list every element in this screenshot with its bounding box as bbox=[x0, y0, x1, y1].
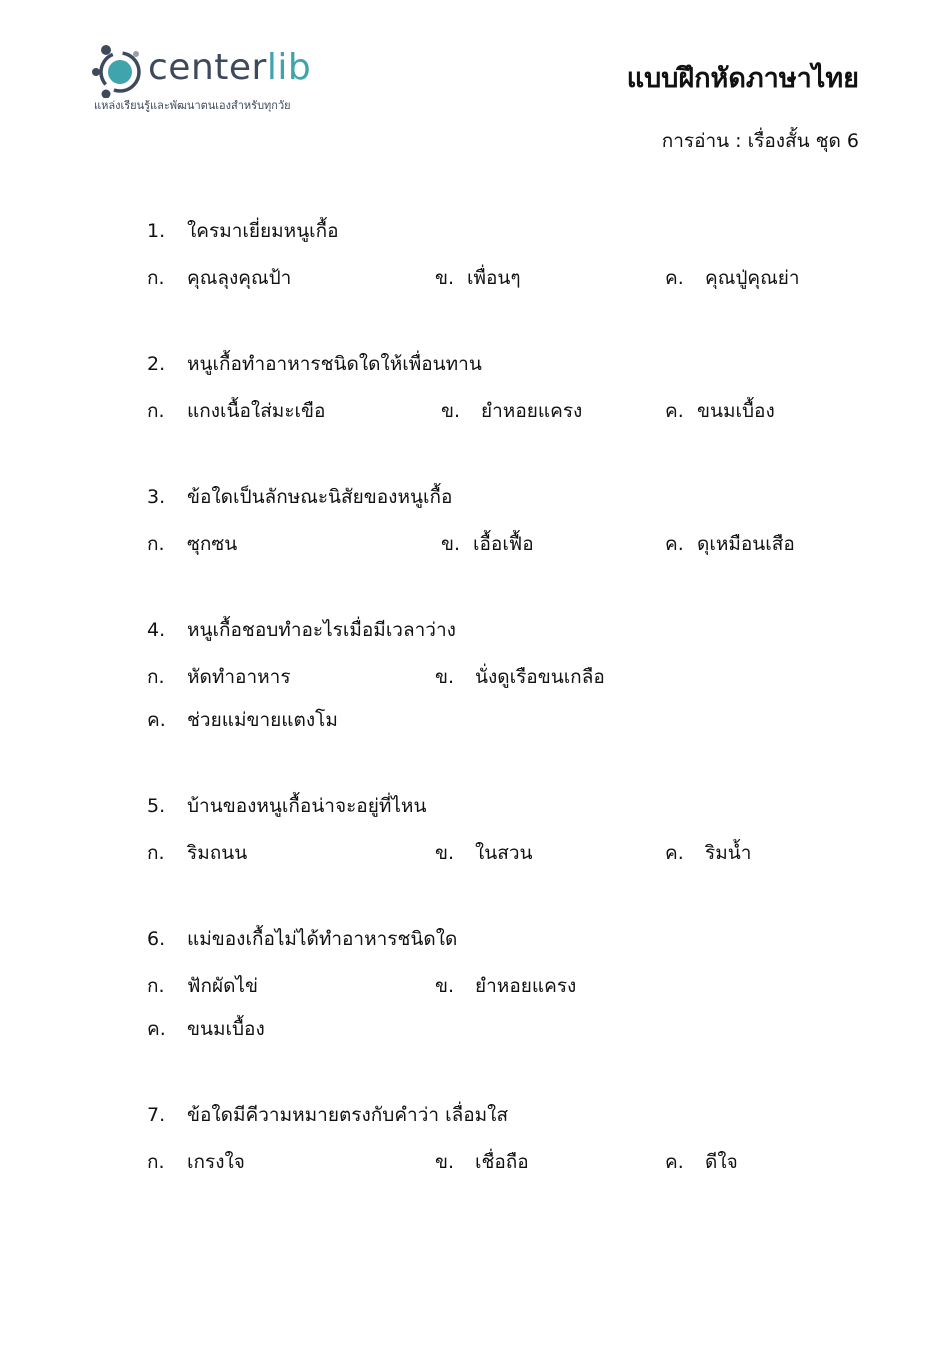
option-letter: ข. bbox=[441, 533, 461, 555]
option-letter: ค. bbox=[665, 533, 684, 555]
option-c bbox=[147, 1012, 265, 1046]
option-b bbox=[435, 969, 576, 1003]
option-c bbox=[665, 836, 751, 870]
question-text-line bbox=[147, 214, 339, 248]
option-text: ในสวน bbox=[475, 842, 533, 864]
option-letter: ก. bbox=[147, 533, 165, 555]
option-a bbox=[147, 261, 291, 295]
option-letter: ข. bbox=[435, 666, 455, 688]
brand-name bbox=[148, 46, 311, 90]
option-b bbox=[441, 527, 534, 561]
option-b bbox=[435, 660, 605, 694]
option-a bbox=[147, 1145, 245, 1179]
option-letter: ค. bbox=[665, 267, 684, 289]
option-text: ยำหอยแครง bbox=[481, 400, 583, 422]
option-c bbox=[665, 1145, 738, 1179]
option-letter: ก. bbox=[147, 975, 165, 997]
option-text: ขนมเบื้อง bbox=[697, 400, 775, 422]
brand-name-part2: lib bbox=[266, 47, 312, 88]
option-letter: ค. bbox=[665, 1151, 684, 1173]
question-text: ข้อใดมีคีวามหมายตรงกับคำว่า เลื่อมใส bbox=[187, 1104, 509, 1126]
option-letter: ข. bbox=[435, 975, 455, 997]
option-letter: ก. bbox=[147, 1151, 165, 1173]
option-text: คุณปู่คุณย่า bbox=[705, 267, 800, 289]
option-text: ฟักผัดไข่ bbox=[187, 975, 258, 997]
question-number: 1. bbox=[147, 220, 166, 242]
option-letter: ค. bbox=[665, 842, 684, 864]
question-text: ข้อใดเป็นลักษณะนิสัยของหนูเกื้อ bbox=[187, 486, 453, 508]
question-number: 6. bbox=[147, 928, 166, 950]
question-text-line bbox=[147, 480, 452, 514]
option-b bbox=[441, 394, 582, 428]
option-letter: ข. bbox=[435, 842, 455, 864]
question-number: 3. bbox=[147, 486, 166, 508]
molecule-dots-icon bbox=[92, 42, 148, 98]
option-c bbox=[665, 394, 775, 428]
page-subtitle: การอ่าน : เรื่องสั้น ชุด 6 bbox=[661, 130, 859, 152]
option-b bbox=[435, 836, 533, 870]
option-text: เชื่อถือ bbox=[475, 1151, 529, 1173]
question-number: 2. bbox=[147, 353, 166, 375]
option-text: ดีใจ bbox=[705, 1151, 738, 1173]
option-text: ดุเหมือนเสือ bbox=[697, 533, 795, 555]
question-text: หนูเกื้อชอบทำอะไรเมื่อมีเวลาว่าง bbox=[187, 619, 456, 641]
option-text: เอื้อเฟื้อ bbox=[473, 533, 534, 555]
question-text-line bbox=[147, 789, 426, 823]
page-title: แบบฝึกหัดภาษาไทย bbox=[626, 63, 859, 94]
option-text: เพื่อนๆ bbox=[467, 267, 521, 289]
question-text: หนูเกื้อทำอาหารชนิดใดให้เพื่อนทาน bbox=[187, 353, 482, 375]
option-text: ยำหอยแครง bbox=[475, 975, 577, 997]
question-number: 4. bbox=[147, 619, 166, 641]
question-text-line bbox=[147, 613, 456, 647]
option-letter: ค. bbox=[665, 400, 684, 422]
option-text: หัดทำอาหาร bbox=[187, 666, 291, 688]
centerlib-logo bbox=[92, 40, 342, 120]
question-number: 7. bbox=[147, 1104, 166, 1126]
option-a bbox=[147, 836, 247, 870]
option-text: แกงเนื้อใส่มะเขือ bbox=[187, 400, 326, 422]
question-text-line bbox=[147, 347, 482, 381]
question-text-line bbox=[147, 1098, 508, 1132]
option-b bbox=[435, 261, 521, 295]
question-text-line bbox=[147, 922, 457, 956]
option-letter: ข. bbox=[441, 400, 461, 422]
option-a bbox=[147, 394, 325, 428]
option-letter: ข. bbox=[435, 267, 455, 289]
option-letter: ข. bbox=[435, 1151, 455, 1173]
option-a bbox=[147, 527, 237, 561]
option-letter: ก. bbox=[147, 666, 165, 688]
brand-tagline: แหล่งเรียนรู้และพัฒนาตนเองสำหรับทุกวัย bbox=[94, 99, 291, 112]
option-letter: ก. bbox=[147, 267, 165, 289]
brand-name-part1: center bbox=[148, 47, 267, 88]
question-text: แม่ของเกื้อไม่ได้ทำอาหารชนิดใด bbox=[187, 928, 458, 950]
option-b bbox=[435, 1145, 529, 1179]
option-text: ซุกซน bbox=[187, 533, 238, 555]
option-text: คุณลุงคุณป้า bbox=[187, 267, 292, 289]
question-number: 5. bbox=[147, 795, 166, 817]
option-c bbox=[665, 527, 795, 561]
option-c bbox=[147, 703, 338, 737]
option-text: นั่งดูเรือขนเกลือ bbox=[475, 666, 605, 688]
option-letter: ค. bbox=[147, 1018, 166, 1040]
question-text: ใครมาเยี่ยมหนูเกื้อ bbox=[187, 220, 339, 242]
option-c bbox=[665, 261, 800, 295]
option-text: ช่วยแม่ขายแตงโม bbox=[187, 709, 338, 731]
option-letter: ก. bbox=[147, 842, 165, 864]
option-a bbox=[147, 969, 258, 1003]
option-text: ริมน้ำ bbox=[705, 842, 752, 864]
option-letter: ก. bbox=[147, 400, 165, 422]
option-a bbox=[147, 660, 291, 694]
option-letter: ค. bbox=[147, 709, 166, 731]
option-text: ริมถนน bbox=[187, 842, 248, 864]
option-text: ขนมเบื้อง bbox=[187, 1018, 265, 1040]
question-text: บ้านของหนูเกื้อน่าจะอยู่ที่ไหน bbox=[187, 795, 427, 817]
option-text: เกรงใจ bbox=[187, 1151, 245, 1173]
